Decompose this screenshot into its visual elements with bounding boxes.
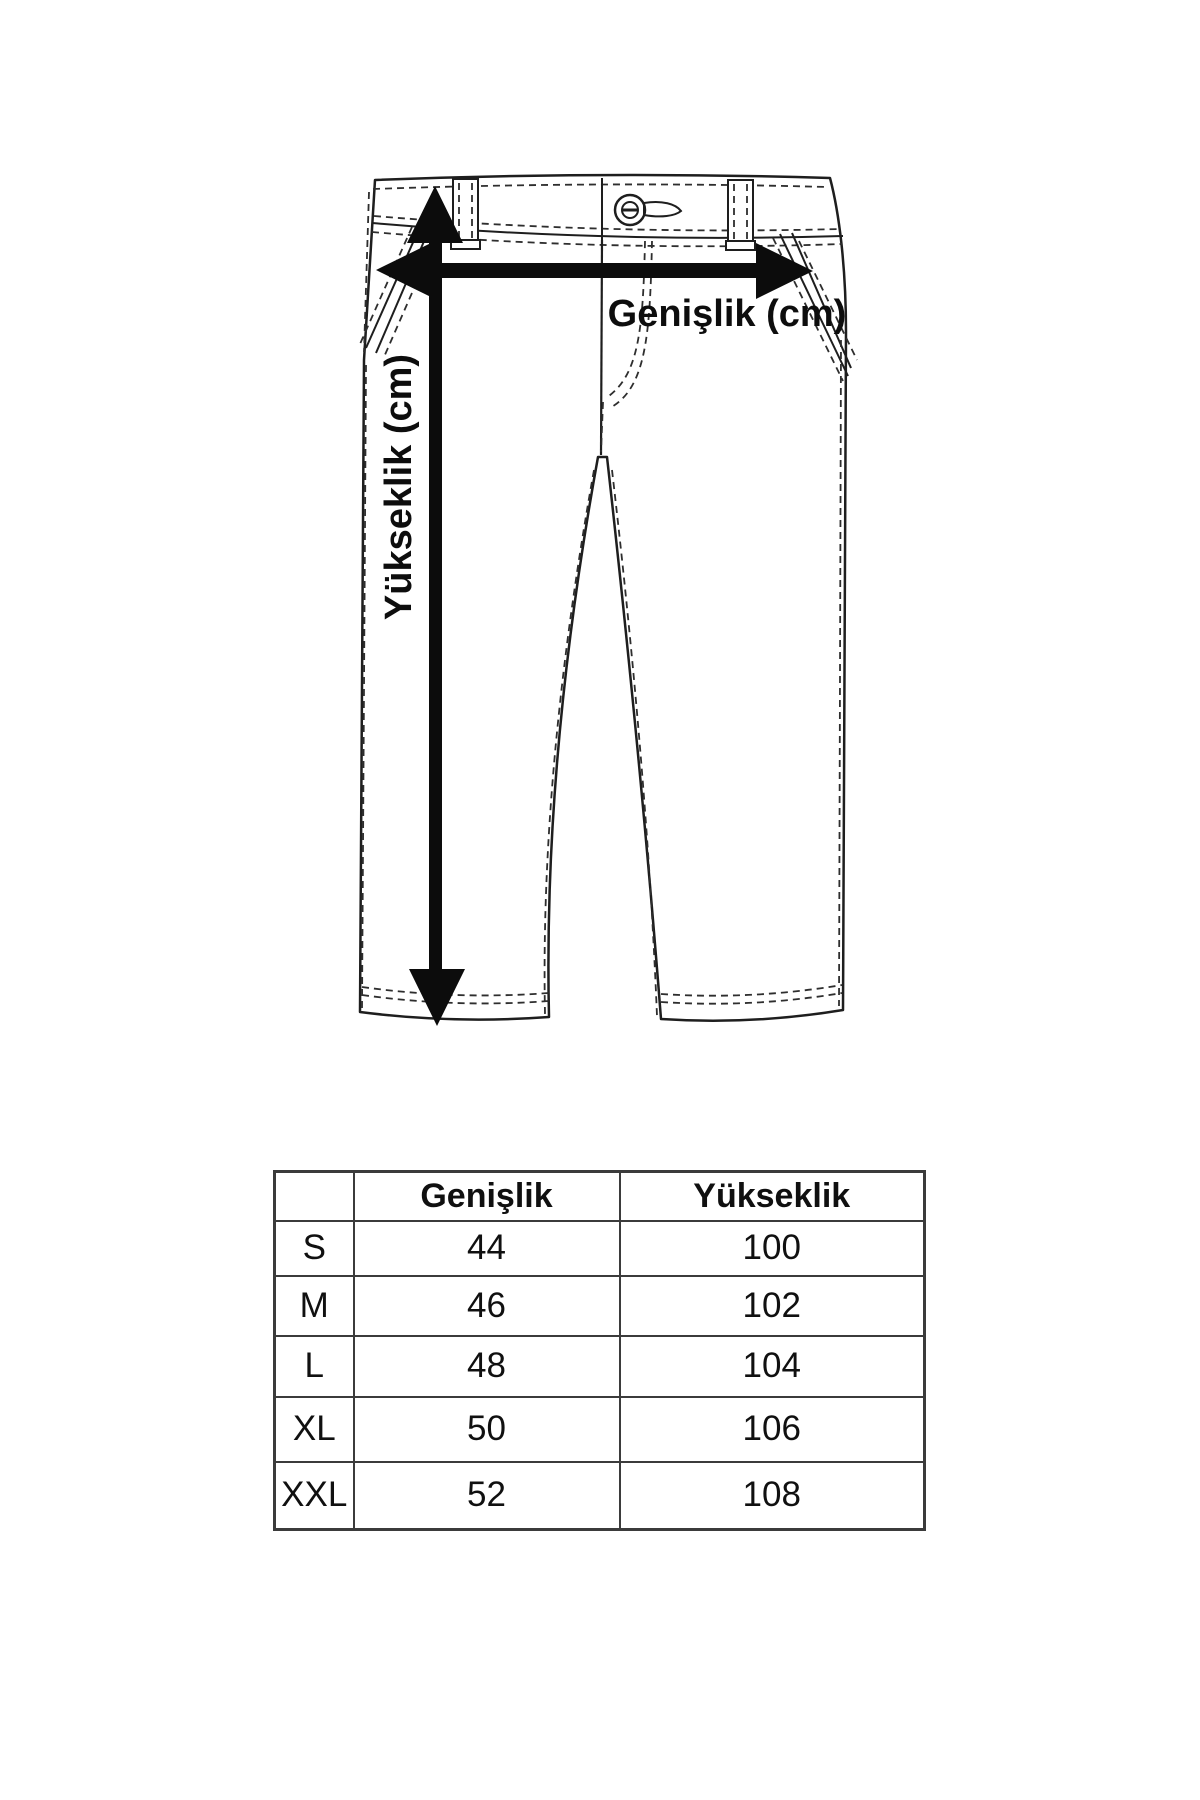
- size-table-header-row: [275, 1172, 925, 1221]
- height-value: 106: [620, 1397, 925, 1462]
- table-row: [275, 1221, 925, 1276]
- width-dimension-label: Genişlik (cm): [607, 293, 847, 335]
- size-label: XL: [275, 1397, 354, 1462]
- size-table-width-header: Genişlik: [354, 1172, 620, 1221]
- height-value: 100: [620, 1221, 925, 1276]
- belt-loop-right: [726, 180, 755, 250]
- size-table-height-header: Yükseklik: [620, 1172, 925, 1221]
- height-value: 102: [620, 1276, 925, 1336]
- width-value: 52: [354, 1462, 620, 1530]
- size-label: S: [275, 1221, 354, 1276]
- width-value: 46: [354, 1276, 620, 1336]
- height-value: 104: [620, 1336, 925, 1397]
- size-label: M: [275, 1276, 354, 1336]
- table-row: [275, 1276, 925, 1336]
- height-value: 108: [620, 1462, 925, 1530]
- table-row: [275, 1462, 925, 1530]
- table-row: [275, 1397, 925, 1462]
- size-table-corner-cell: [275, 1172, 354, 1221]
- width-value: 48: [354, 1336, 620, 1397]
- size-table: [273, 1170, 926, 1531]
- width-value: 44: [354, 1221, 620, 1276]
- size-label: XXL: [275, 1462, 354, 1530]
- width-value: 50: [354, 1397, 620, 1462]
- table-row: [275, 1336, 925, 1397]
- height-dimension-label: Yükseklik (cm): [378, 353, 420, 621]
- size-label: L: [275, 1336, 354, 1397]
